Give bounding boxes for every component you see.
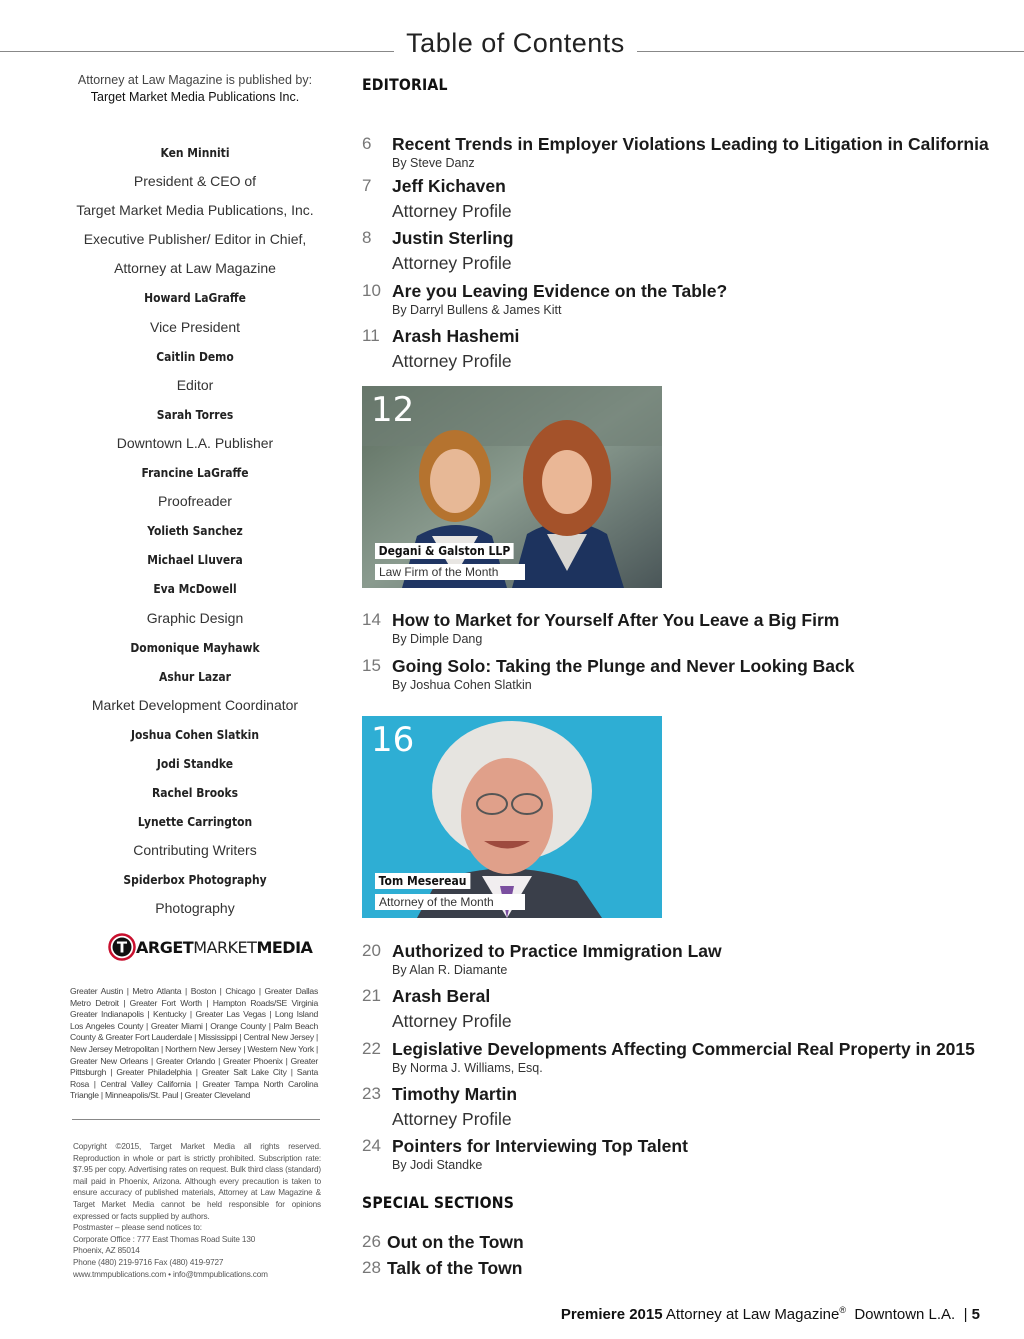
toc-page-number: 10 [362, 281, 381, 300]
toc-page-number: 23 [362, 1084, 381, 1103]
staff-name: Jodi Standke [156, 755, 234, 771]
toc-byline: By Jodi Standke [392, 1158, 483, 1172]
toc-profile-label: Attorney Profile [392, 351, 512, 371]
feature-attorney-of-month[interactable] [362, 716, 662, 918]
staff-name: Yolieth Sanchez [147, 523, 243, 539]
publisher-line2: Target Market Media Publications Inc. [90, 90, 300, 104]
toc-byline: By Joshua Cohen Slatkin [392, 678, 532, 692]
toc-title: Authorized to Practice Immigration Law [392, 941, 722, 961]
page-footer [561, 1305, 980, 1323]
staff-role: Contributing Writers [133, 842, 257, 859]
toc-title: Timothy Martin [392, 1084, 518, 1104]
toc-page-number: 20 [362, 941, 381, 960]
logo-letter: T [116, 938, 128, 957]
toc-profile-label: Attorney Profile [392, 201, 512, 221]
left-divider [72, 1119, 320, 1120]
feature-role-label: Attorney of the Month [375, 894, 525, 910]
feature-page-number: 12 [371, 390, 415, 430]
staff-name: Domonique Mayhawk [130, 639, 260, 655]
staff-name: Lynette Carrington [137, 814, 253, 830]
footer-magazine: Attorney at Law Magazine [665, 1306, 840, 1323]
staff-role: Executive Publisher/ Editor in Chief, [83, 231, 307, 248]
staff-role: Downtown L.A. Publisher [116, 434, 274, 451]
toc-profile-label: Attorney Profile [392, 1011, 512, 1031]
feature-role-label: Law Firm of the Month [375, 564, 525, 580]
staff-name: Howard LaGraffe [144, 290, 246, 306]
feature-name-label: Degani & Galston LLP [375, 543, 514, 559]
copyright-block [73, 1141, 321, 1280]
toc-page-number: 28 [362, 1258, 381, 1277]
corporate-office: Corporate Office : 777 East Thomas Road Suite 130 [73, 1234, 256, 1244]
toc-page-number: 11 [362, 326, 380, 345]
staff-name: Francine LaGraffe [141, 465, 249, 481]
staff-name: Eva McDowell [153, 581, 237, 597]
toc-page-number: 15 [362, 656, 381, 675]
staff-name: Sarah Torres [156, 406, 234, 422]
toc-page-number: 14 [362, 610, 381, 629]
header-rule-left [0, 51, 394, 52]
publisher-line1: Attorney at Law Magazine is published by: [77, 73, 313, 87]
toc-title: Pointers for Interviewing Top Talent [392, 1136, 688, 1156]
staff-role: Vice President [149, 318, 240, 335]
page-number: 5 [971, 1306, 980, 1323]
logo-wordmark-media: MEDIA [256, 937, 313, 957]
toc-title: Out on the Town [387, 1232, 524, 1252]
header-rule-right [637, 51, 1024, 52]
toc-page-number: 26 [362, 1232, 381, 1251]
phone-line: Phone (480) 219-9716 Fax (480) 419-9727 [73, 1257, 224, 1267]
tmm-logo-icon [108, 933, 136, 961]
staff-name: Joshua Cohen Slatkin [130, 726, 260, 742]
toc-title: Are you Leaving Evidence on the Table? [392, 281, 728, 301]
toc-title: Justin Sterling [392, 228, 514, 248]
copyright-body: Copyright ©2015, Target Market Media all rights reserved. Reproduction in whole or part is strictly prohibited. Subscription rate: $7.95 per copy. Advertising rates on request. Bulk third class (standard) mail paid in Phoenix, Arizona. Although every precaution is taken to ensure accuracy of published materials, Attorney at Law Magazine & Target Market Media cannot be held responsible for opinions expressed or facts supplied by authors. [73, 1142, 321, 1221]
staff-name: Rachel Brooks [151, 785, 239, 801]
toc-title: Recent Trends in Employer Violations Leading to Litigation in California [392, 134, 989, 154]
logo-wordmark-market: MARKET [193, 937, 257, 957]
page-title: Table of Contents [406, 28, 625, 58]
toc-byline: By Dimple Dang [392, 632, 483, 646]
toc-byline: By Steve Danz [392, 156, 475, 170]
staff-role: Market Development Coordinator [91, 696, 299, 713]
toc-profile-label: Attorney Profile [392, 253, 512, 273]
toc-profile-label: Attorney Profile [392, 1109, 512, 1129]
footer-edition: Downtown L.A. [854, 1306, 956, 1323]
staff-role: Target Market Media Publications, Inc. [76, 202, 314, 219]
toc-page-number: 6 [362, 134, 372, 153]
masthead-staff-list [50, 138, 340, 924]
web-line: www.tmmpublications.com • info@tmmpublications.com [73, 1269, 268, 1279]
staff-role: Proofreader [158, 493, 232, 510]
toc-byline: By Alan R. Diamante [392, 963, 508, 977]
section-special: SPECIAL SECTIONS [362, 1193, 515, 1212]
staff-role: President & CEO of [133, 173, 257, 190]
toc-title: Arash Beral [392, 986, 491, 1006]
toc-page-number: 7 [362, 176, 372, 195]
logo-wordmark [136, 938, 312, 957]
postmaster-line: Postmaster – please send notices to: [73, 1223, 202, 1233]
feature-name-label: Tom Mesereau [375, 873, 470, 889]
toc-byline: By Darryl Bullens & James Kitt [392, 303, 562, 317]
toc-title: Legislative Developments Affecting Commercial Real Property in 2015 [392, 1039, 975, 1059]
toc-page-number: 24 [362, 1136, 381, 1155]
section-editorial: EDITORIAL [362, 75, 448, 94]
toc-byline: By Norma J. Williams, Esq. [392, 1061, 543, 1075]
target-market-media-logo [108, 932, 312, 962]
publisher-info [50, 72, 340, 105]
toc-page-number: 8 [362, 228, 372, 247]
staff-name: Spiderbox Photography [123, 872, 267, 888]
city-line: Phoenix, AZ 85014 [73, 1246, 140, 1256]
toc-title: Going Solo: Taking the Plunge and Never Looking Back [392, 656, 855, 676]
toc-title: How to Market for Yourself After You Leave a Big Firm [392, 610, 840, 630]
staff-name: Ken Minniti [160, 145, 230, 160]
feature-page-number: 16 [371, 720, 415, 760]
staff-name: Caitlin Demo [156, 348, 234, 364]
footer-separator: | [963, 1306, 968, 1323]
feature-law-firm-of-month[interactable] [362, 386, 662, 588]
staff-name: Michael Lluvera [147, 552, 243, 568]
toc-title: Arash Hashemi [392, 326, 520, 346]
staff-role: Graphic Design [146, 609, 244, 626]
staff-role: Photography [155, 900, 235, 917]
logo-wordmark-target: ARGET [136, 937, 194, 957]
footer-issue: Premiere 2015 [560, 1306, 663, 1323]
staff-name: Ashur Lazar [159, 668, 231, 684]
footer-reg-mark: ® [839, 1305, 846, 1315]
markets-list: Greater Austin | Metro Atlanta | Boston | Chicago | Greater Dallas Metro Detroit | Greater Fort Worth | Hampton Roads/SE Virginia Greater Indianapolis | Kentucky | Greater Las Vegas | Long Island Los Angeles County | Greater Miami | Orange County | Palm Beach County & Greater Fort Lauderdale | Mississippi | Central New Jersey | New Jersey Metropolitan | Northern New Jersey | Western New York | Greater New Orleans | Greater Orlando | Greater Phoenix | Greater Pittsburgh | Greater Philadelphia | Greater Salt Lake City | Santa Rosa | Central Valley California | Greater Tampa North Carolina Triangle | Minneapolis/St. Paul | Greater Cleveland [70, 986, 318, 1101]
toc-page-number: 21 [362, 986, 381, 1005]
toc-title: Jeff Kichaven [392, 176, 506, 196]
staff-role: Attorney at Law Magazine [114, 260, 276, 277]
toc-title: Talk of the Town [387, 1258, 523, 1278]
staff-role: Editor [176, 376, 214, 393]
toc-page-number: 22 [362, 1039, 381, 1058]
